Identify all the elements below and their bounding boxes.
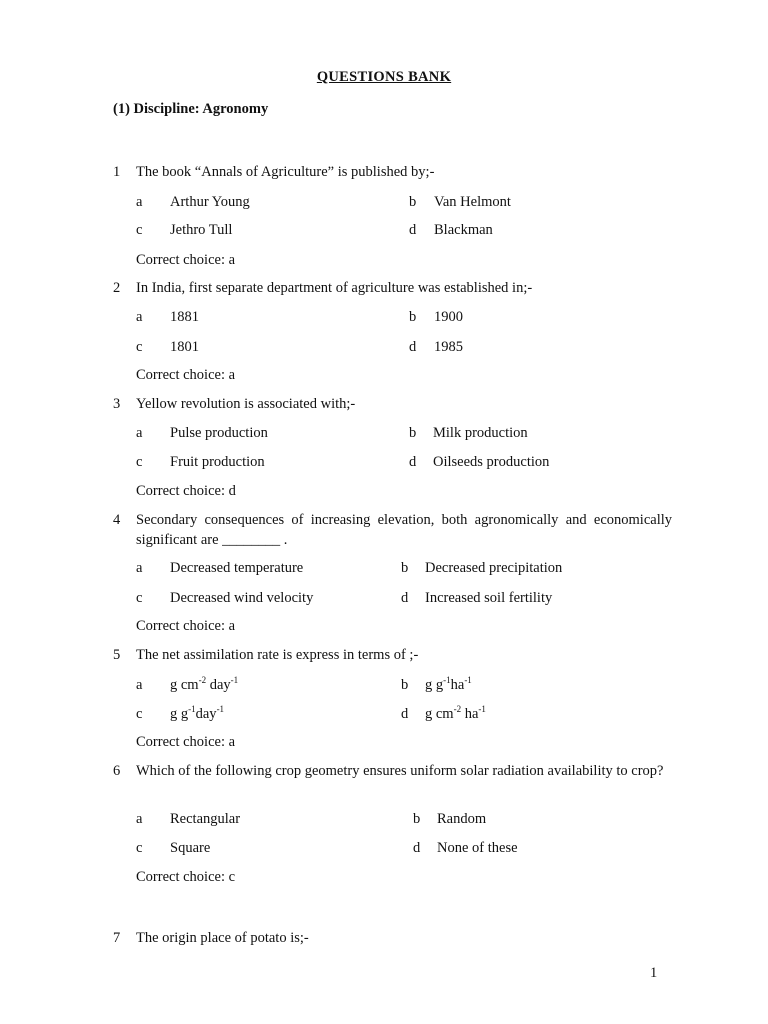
unit-text: ha bbox=[461, 706, 479, 722]
unit-text: g cm bbox=[170, 677, 199, 693]
correct-choice: Correct choice: c bbox=[136, 869, 236, 885]
option-letter: a bbox=[136, 425, 143, 441]
option-letter: a bbox=[136, 811, 143, 827]
option-letter: a bbox=[136, 560, 143, 576]
unit-exponent: -2 bbox=[198, 675, 207, 686]
unit-text: ha bbox=[450, 677, 465, 693]
correct-choice: Correct choice: a bbox=[136, 734, 236, 750]
option-text: Square bbox=[170, 840, 211, 856]
option-letter: d bbox=[401, 590, 409, 606]
option-unit bbox=[170, 677, 238, 694]
question-number: 4 bbox=[113, 512, 121, 528]
unit-exponent: -1 bbox=[216, 704, 225, 715]
unit-exponent: -1 bbox=[478, 704, 486, 715]
option-letter: a bbox=[136, 194, 143, 210]
question-number: 1 bbox=[113, 164, 121, 180]
option-letter: b bbox=[409, 194, 417, 210]
option-text: 1985 bbox=[434, 339, 463, 355]
option-text: Jethro Tull bbox=[170, 222, 233, 238]
option-text: None of these bbox=[437, 840, 518, 856]
option-text: Increased soil fertility bbox=[425, 590, 553, 606]
question-text: Which of the following crop geometry ensures uniform solar radiation availability to crop? bbox=[136, 763, 664, 779]
question-text: Secondary consequences of increasing elevation, both agronomically and economically significant are ________ . bbox=[136, 512, 672, 548]
question-number: 5 bbox=[113, 647, 121, 663]
unit-text: day bbox=[195, 706, 217, 722]
question-number: 7 bbox=[113, 930, 121, 946]
option-text: Random bbox=[437, 811, 487, 827]
page-number: 1 bbox=[650, 965, 658, 981]
option-letter: a bbox=[136, 309, 143, 325]
option-unit bbox=[170, 706, 224, 723]
option-letter: b bbox=[409, 425, 417, 441]
option-text: 1801 bbox=[170, 339, 199, 355]
option-letter: d bbox=[409, 454, 417, 470]
unit-exponent: -1 bbox=[188, 704, 196, 715]
option-text: Decreased precipitation bbox=[425, 560, 563, 576]
option-letter: d bbox=[409, 339, 417, 355]
option-letter: c bbox=[136, 590, 143, 606]
option-letter: d bbox=[413, 840, 421, 856]
option-text: 1881 bbox=[170, 309, 199, 325]
question-number: 2 bbox=[113, 280, 121, 296]
question-text: In India, first separate department of agriculture was established in;- bbox=[136, 280, 533, 296]
option-text: Arthur Young bbox=[170, 194, 250, 210]
option-letter: b bbox=[413, 811, 421, 827]
option-letter: c bbox=[136, 454, 143, 470]
option-unit bbox=[425, 706, 486, 723]
option-text: Van Helmont bbox=[434, 194, 511, 210]
question-text: The book “Annals of Agriculture” is published by;- bbox=[136, 164, 435, 180]
unit-text: g g bbox=[425, 677, 444, 693]
question-text: The origin place of potato is;- bbox=[136, 930, 309, 946]
option-text: Blackman bbox=[434, 222, 493, 238]
correct-choice: Correct choice: d bbox=[136, 483, 236, 499]
unit-exponent: -2 bbox=[453, 704, 462, 715]
option-letter: b bbox=[401, 677, 409, 693]
unit-exponent: -1 bbox=[230, 675, 239, 686]
option-letter: d bbox=[401, 706, 409, 722]
discipline-heading: (1) Discipline: Agronomy bbox=[113, 101, 269, 117]
correct-choice: Correct choice: a bbox=[136, 618, 236, 634]
correct-choice: Correct choice: a bbox=[136, 252, 236, 268]
option-letter: c bbox=[136, 339, 143, 355]
option-text: Milk production bbox=[433, 425, 528, 441]
question-number: 6 bbox=[113, 763, 121, 779]
option-letter: c bbox=[136, 706, 143, 722]
page-title: QUESTIONS BANK bbox=[316, 69, 452, 85]
unit-text: day bbox=[206, 677, 231, 693]
option-letter: a bbox=[136, 677, 143, 693]
unit-text: g g bbox=[170, 706, 189, 722]
option-text: Pulse production bbox=[170, 425, 268, 441]
correct-choice: Correct choice: a bbox=[136, 367, 236, 383]
question-text: Yellow revolution is associated with;- bbox=[136, 396, 356, 412]
unit-exponent: -1 bbox=[464, 675, 472, 686]
option-text: 1900 bbox=[434, 309, 463, 325]
option-text: Decreased temperature bbox=[170, 560, 304, 576]
option-letter: b bbox=[401, 560, 409, 576]
option-letter: c bbox=[136, 222, 143, 238]
option-text: Rectangular bbox=[170, 811, 241, 827]
option-letter: c bbox=[136, 840, 143, 856]
option-text: Oilseeds production bbox=[433, 454, 550, 470]
unit-exponent: -1 bbox=[443, 675, 451, 686]
option-text: Decreased wind velocity bbox=[170, 590, 314, 606]
option-text: Fruit production bbox=[170, 454, 265, 470]
unit-text: g cm bbox=[425, 706, 454, 722]
option-unit bbox=[425, 677, 472, 694]
question-number: 3 bbox=[113, 396, 121, 412]
question-text: The net assimilation rate is express in terms of ;- bbox=[136, 647, 419, 663]
option-letter: d bbox=[409, 222, 417, 238]
option-letter: b bbox=[409, 309, 417, 325]
